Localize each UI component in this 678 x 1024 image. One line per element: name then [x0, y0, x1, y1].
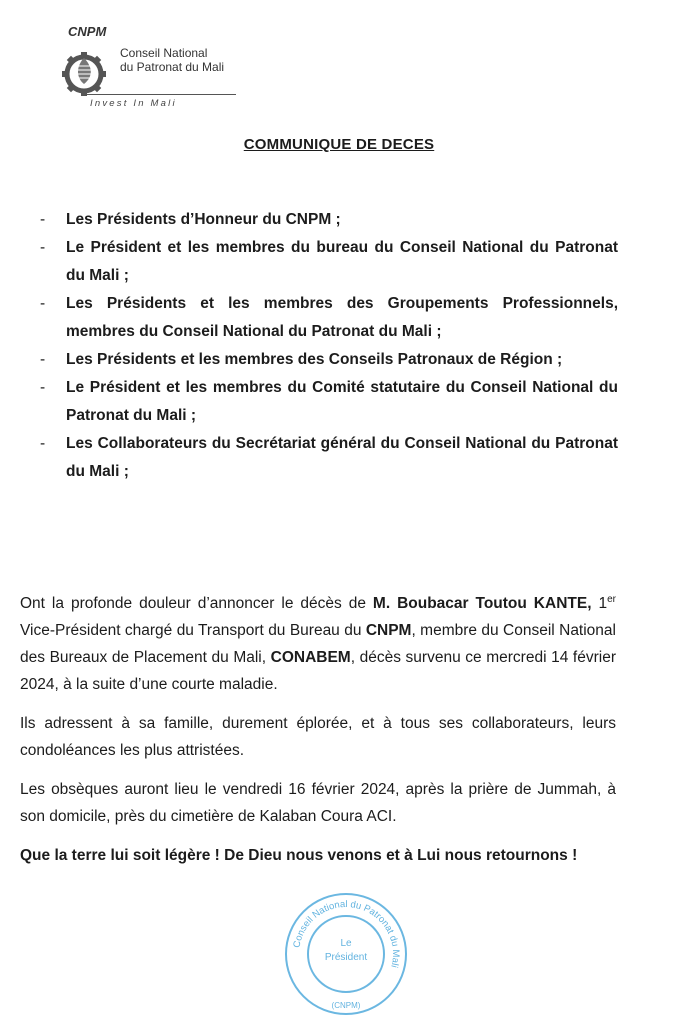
recipient-text: Les Collaborateurs du Secrétariat général du Conseil National du Patronat du Mali ; [66, 435, 618, 480]
recipients-list [40, 206, 618, 486]
org-name-line2: du Patronat du Mali [120, 60, 225, 74]
recipient-text: Le Président et les membres du Comité statutaire du Conseil National du Patronat du Mali ; [66, 379, 618, 424]
stamp-line1: Le [340, 938, 352, 949]
announcement-paragraph: Ont la profonde douleur d’annoncer le décès de M. Boubacar Toutou KANTE, 1er Vice-Président chargé du Transport du Bureau du CNPM, membre du Conseil National des Bureaux de Placement du Mali, CONABEM, décès survenu ce mercredi 14 février 2024, à la suite d’une courte maladie. [20, 593, 616, 693]
recipient-text: Les Présidents et les membres des Groupements Professionnels, membres du Conseil National du Patronat du Mali ; [66, 295, 618, 340]
cnpm-gear-logo-icon [62, 44, 118, 100]
funeral-paragraph: Les obsèques auront lieu le vendredi 16 février 2024, après la prière de Jummah, à son domicile, près du cimetière de Kalaban Coura ACI. [20, 781, 616, 825]
official-stamp [282, 890, 410, 1018]
org-name-line1: Conseil National [120, 46, 208, 60]
stamp-ring-text: Conseil National du Patronat du Mali [291, 898, 402, 969]
org-name [120, 46, 224, 74]
logo-acronym: CNPM [68, 24, 107, 39]
tagline: Invest In Mali [90, 98, 177, 109]
list-item: - Les Présidents et les membres des Conseils Patronaux de Région ; [40, 351, 563, 368]
list-item: - Le Président et les membres du bureau du Conseil National du Patronat du Mali ; [40, 239, 618, 284]
list-item: - Les Présidents d’Honneur du CNPM ; [40, 211, 341, 228]
stamp-bottom-text: (CNPM) [331, 1001, 361, 1010]
recipient-text: Les Présidents d’Honneur du CNPM ; [66, 211, 341, 228]
stamp-line2: Président [324, 952, 368, 963]
letterhead [62, 18, 262, 128]
list-item: - Les Présidents et les membres des Groupements Professionnels, membres du Conseil National du Patronat du Mali ; [40, 295, 618, 340]
letterhead-rule [86, 94, 236, 95]
recipient-text: Les Présidents et les membres des Conseils Patronaux de Région ; [66, 351, 563, 368]
deceased-name: M. Boubacar Toutou KANTE, [372, 595, 592, 612]
recipient-text: Le Président et les membres du bureau du Conseil National du Patronat du Mali ; [66, 239, 618, 284]
list-item: - Les Collaborateurs du Secrétariat général du Conseil National du Patronat du Mali ; [40, 435, 618, 480]
closing-prayer: Que la terre lui soit légère ! De Dieu nous venons et à Lui nous retournons ! [20, 847, 578, 864]
announcement-body [20, 590, 616, 881]
condolences-paragraph: Ils adressent à sa famille, durement éplorée, et à tous ses collaborateurs, leurs condoléances les plus attristées. [20, 715, 616, 759]
document-title: COMMUNIQUE DE DECES [243, 136, 435, 153]
list-item: - Le Président et les membres du Comité statutaire du Conseil National du Patronat du Mali ; [40, 379, 618, 424]
